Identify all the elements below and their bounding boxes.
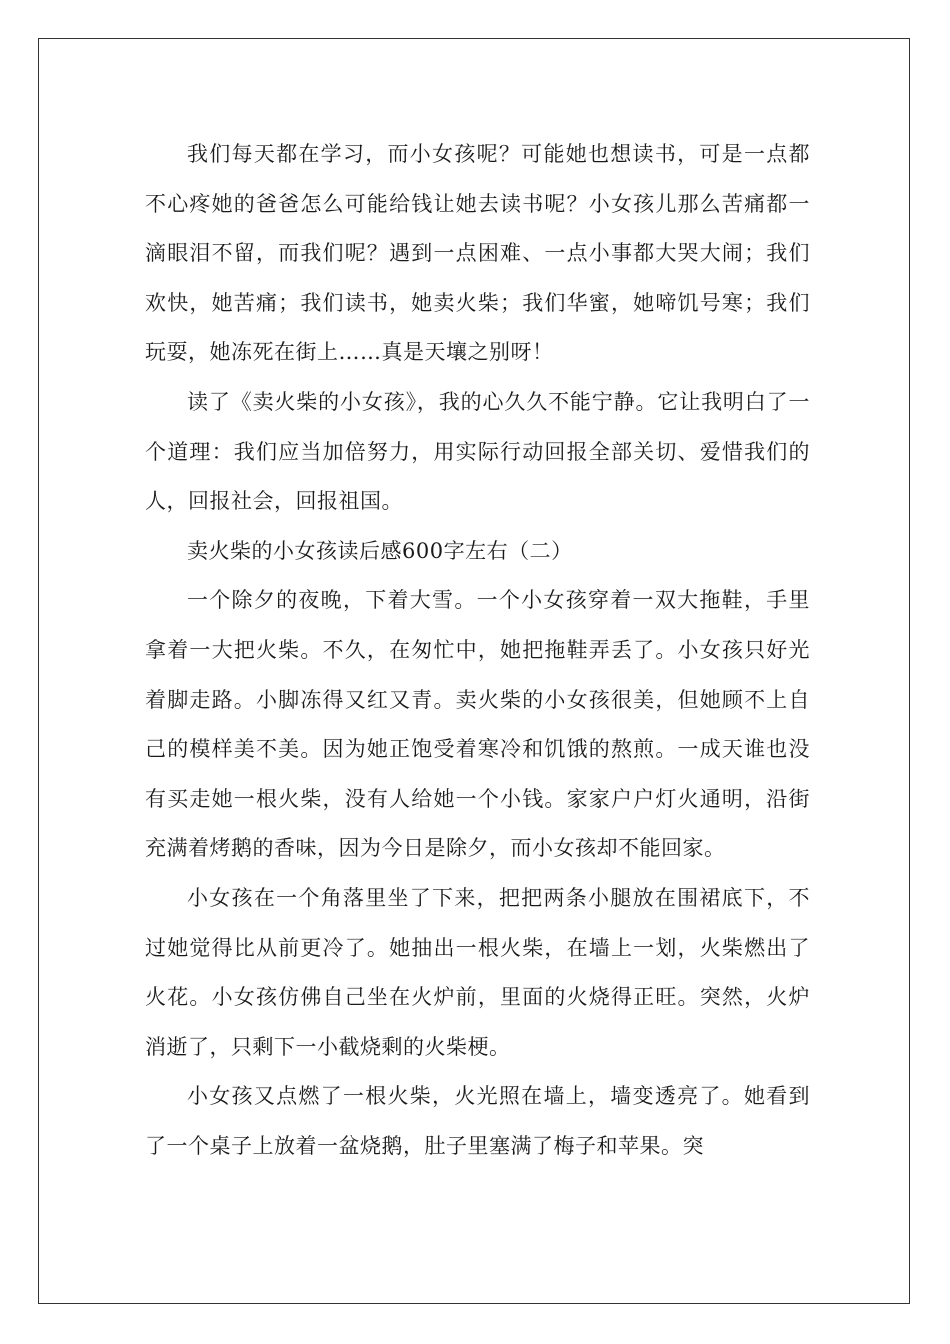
paragraph: 我们每天都在学习，而小女孩呢？可能她也想读书，可是一点都不心疼她的爸爸怎么可能给钱让她去读书呢？小女孩儿那么苦痛都一滴眼泪不留，而我们呢？遇到一点困难、一点小事都大哭大闹；我们欢快，她苦痛；我们读书，她卖火柴；我们华蜜，她啼饥号寒；我们玩耍，她冻死在街上……真是天壤之别呀！ [145,142,810,365]
paragraph: 读了《卖火柴的小女孩》，我的心久久不能宁静。它让我明白了一个道理：我们应当加倍努力，用实际行动回报全部关切、爱惜我们的人，回报社会，回报祖国。 [145,389,810,514]
section-heading: 卖火柴的小女孩读后感600字左右（二） [187,538,573,563]
paragraph: 小女孩在一个角落里坐了下来，把把两条小腿放在围裙底下，不过她觉得比从前更冷了。她抽出一根火柴，在墙上一划，火柴燃出了火花。小女孩仿佛自己坐在火炉前，里面的火烧得正旺。突然，火炉消逝了，只剩下一小截烧剩的火柴梗。 [145,885,810,1059]
paragraph: 小女孩又点燃了一根火柴，火光照在墙上，墙变透亮了。她看到了一个桌子上放着一盆烧鹅，肚子里塞满了梅子和苹果。突 [145,1084,810,1158]
paragraph: 一个除夕的夜晚，下着大雪。一个小女孩穿着一双大拖鞋，手里拿着一大把火柴。不久，在匆忙中，她把拖鞋弄丢了。小女孩只好光着脚走路。小脚冻得又红又青。卖火柴的小女孩很美，但她顾不上自己的模样美不美。因为她正饱受着寒冷和饥饿的熬煎。一成天谁也没有买走她一根火柴，没有人给她一个小钱。家家户户灯火通明，沿街充满着烤鹅的香味，因为今日是除夕，而小女孩却不能回家。 [145,588,810,861]
document-body [145,130,810,1171]
